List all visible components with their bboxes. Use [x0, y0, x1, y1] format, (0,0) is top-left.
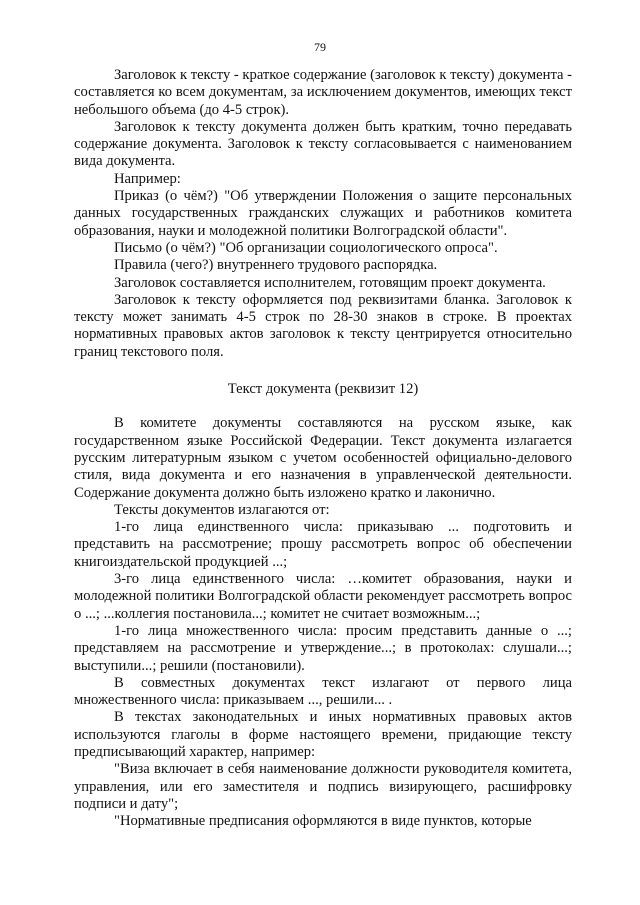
page-number: 79 [314, 40, 326, 54]
paragraph: Заголовок к тексту оформляется под реквизитами бланка. Заголовок к тексту может занимать 4-5 строк по 28-30 знаков в строке. В проектах нормативных правовых актов заголовок к тексту центрируется относительно границ текстового поля. [74, 291, 572, 360]
section-title: Текст документа (реквизит 12) [227, 381, 419, 398]
paragraph: Например: [114, 170, 181, 187]
paragraph: В совместных документах текст излагают от первого лица множественного числа: приказываем ..., решили... . [74, 674, 572, 709]
paragraph: В текстах законодательных и иных нормативных правовых актов используются глаголы в форме настоящего времени, придающие тексту предписывающий характер, например: [74, 709, 572, 760]
paragraph: Тексты документов излагаются от: [114, 501, 330, 518]
paragraph: Правила (чего?) внутреннего трудового распорядка. [114, 257, 438, 274]
paragraph: 3-го лица единственного числа: …комитет образования, науки и молодежной политики Волгоградской области рекомендует рассмотреть вопрос о ...; ...коллегия постановила...; комитет не считает возможным...; [74, 571, 572, 622]
paragraph: "Виза включает в себя наименование должности руководителя комитета, управления, или его заместителя и подпись визирующего, расшифровку подписи и дату"; [74, 761, 572, 812]
paragraph: Приказ (о чём?) "Об утверждении Положения о защите персональных данных государственных гражданских служащих и работников комитета образования, науки и молодежной политики Волгоградской области". [74, 188, 572, 239]
paragraph: Заголовок составляется исполнителем, готовящим проект документа. [114, 274, 546, 291]
paragraph: В комитете документы составляются на русском языке, как государственном языке Российской Федерации. Текст документа излагается русским литературным языком с учетом особенностей официально-делового стиля, вида документа и его назначения в управленческой деятельности. Содержание документа должно быть изложено кратко и лаконично. [74, 415, 572, 501]
paragraph: Заголовок к тексту - краткое содержание (заголовок к тексту) документа - составляется ко всем документам, за исключением документов, имеющих текст небольшого объема (до 4-5 строк). [74, 67, 572, 118]
paragraph: 1-го лица единственного числа: приказываю ... подготовить и представить на рассмотрение; прошу рассмотреть вопрос об обеспечении книгоиздательской продукцией ...; [74, 519, 572, 570]
paragraph: 1-го лица множественного числа: просим представить данные о ...; представляем на рассмотрение и утверждение...; в протоколах: слушали...; выступили...; решили (постановили). [74, 622, 572, 674]
document-body [74, 67, 572, 830]
paragraph: Письмо (о чём?) "Об организации социологического опроса". [114, 239, 498, 256]
paragraph: Заголовок к тексту документа должен быть кратким, точно передавать содержание документа. Заголовок к тексту согласовывается с наименованием вида документа. [74, 118, 572, 170]
paragraph: "Нормативные предписания оформляются в виде пунктов, которые [114, 813, 532, 830]
